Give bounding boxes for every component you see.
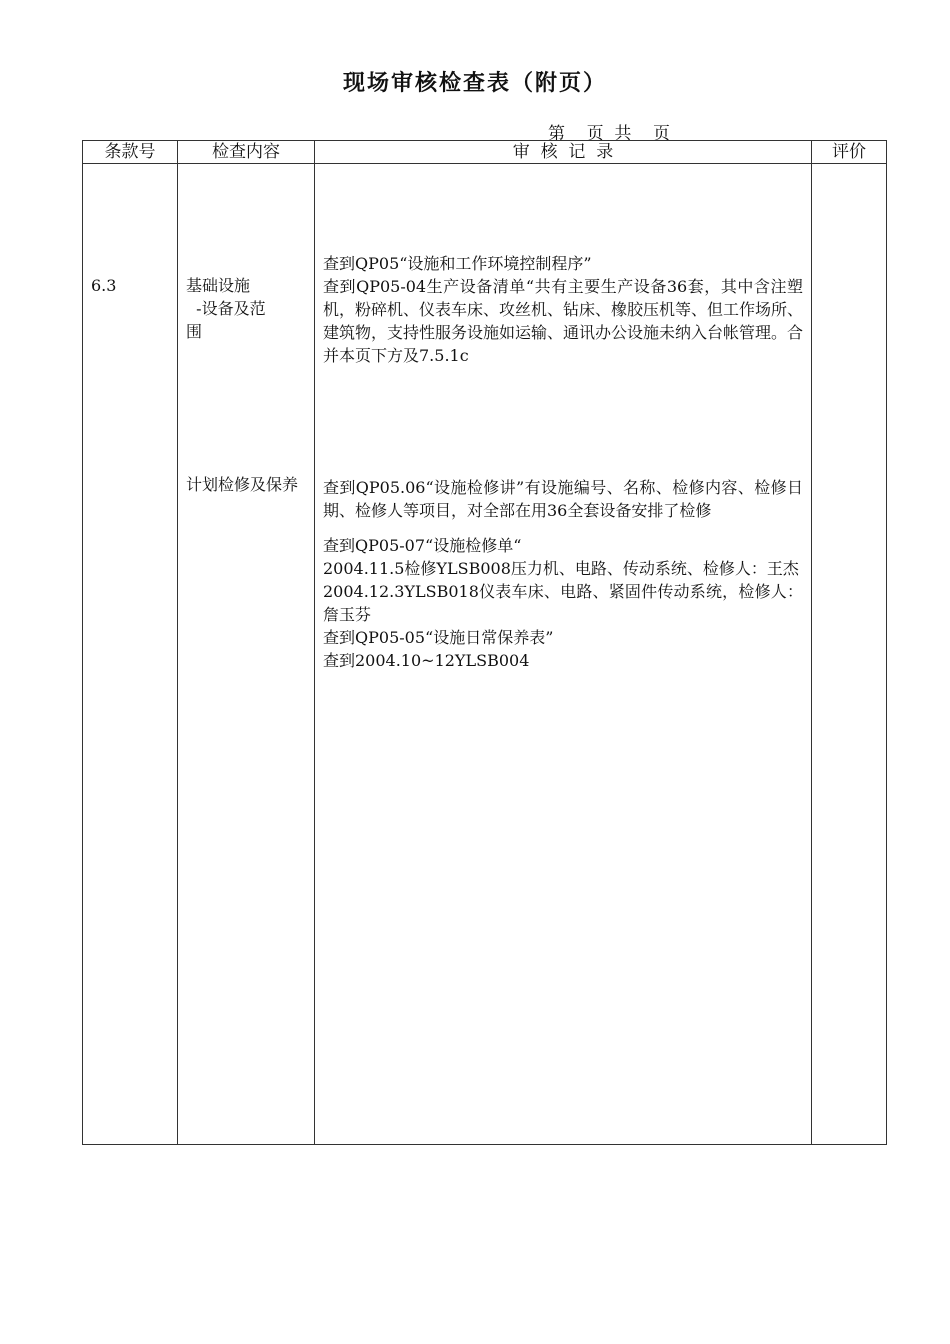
- page-title: 现场审核检查表（附页）: [342, 71, 607, 96]
- record-spacer: [323, 522, 803, 534]
- audit-record-maintenance: [323, 476, 803, 672]
- column-divider: [177, 141, 178, 1144]
- record-line: 查到QP05.06“设施检修讲”有设施编号、名称、检修内容、检修日期、检修人等项目，对全部在用36全套设备安排了检修: [323, 478, 803, 520]
- header-record: 审 核 记 录: [512, 142, 614, 162]
- header-content: 检查内容: [212, 142, 280, 162]
- record-line: 2004.11.5检修YLSB008压力机、电路、传动系统、检修人：王杰: [323, 559, 799, 578]
- topic-line: 基础设施: [186, 276, 251, 295]
- record-line: 查到2004.10~12YLSB004: [323, 651, 530, 670]
- header-evaluation: 评价: [832, 142, 866, 162]
- topic-line: -设备及范: [186, 299, 266, 318]
- check-topic-infrastructure: [186, 274, 308, 343]
- record-line: 查到QP05“设施和工作环境控制程序”: [323, 254, 592, 273]
- topic-line: 围: [186, 322, 203, 341]
- audit-record-infrastructure: [323, 252, 803, 367]
- record-line: 查到QP05-05“设施日常保养表”: [323, 628, 554, 647]
- check-topic-maintenance: 计划检修及保养: [186, 475, 299, 494]
- audit-checklist-table: [82, 140, 887, 1145]
- column-divider: [314, 141, 315, 1144]
- header-clause: 条款号: [104, 142, 156, 162]
- record-line: 查到QP05-04生产设备清单“共有主要生产设备36套，其中含注塑机，粉碎机、仪表车床、攻丝机、钻床、橡胶压机等、但工作场所、建筑物，支持性服务设施如运输、通讯办公设施未纳入台帐管理。合并本页下方及7.5.1c: [323, 277, 804, 365]
- clause-number: 6.3: [91, 276, 117, 295]
- header-divider: [83, 163, 886, 164]
- record-line: 查到QP05-07“设施检修单“: [323, 536, 522, 555]
- column-divider: [811, 141, 812, 1144]
- page-number-info: 第 页 共 页: [548, 124, 671, 144]
- record-line: 2004.12.3YLSB018仪表车床、电路、紧固件传动系统，检修人：詹玉芬: [323, 582, 803, 624]
